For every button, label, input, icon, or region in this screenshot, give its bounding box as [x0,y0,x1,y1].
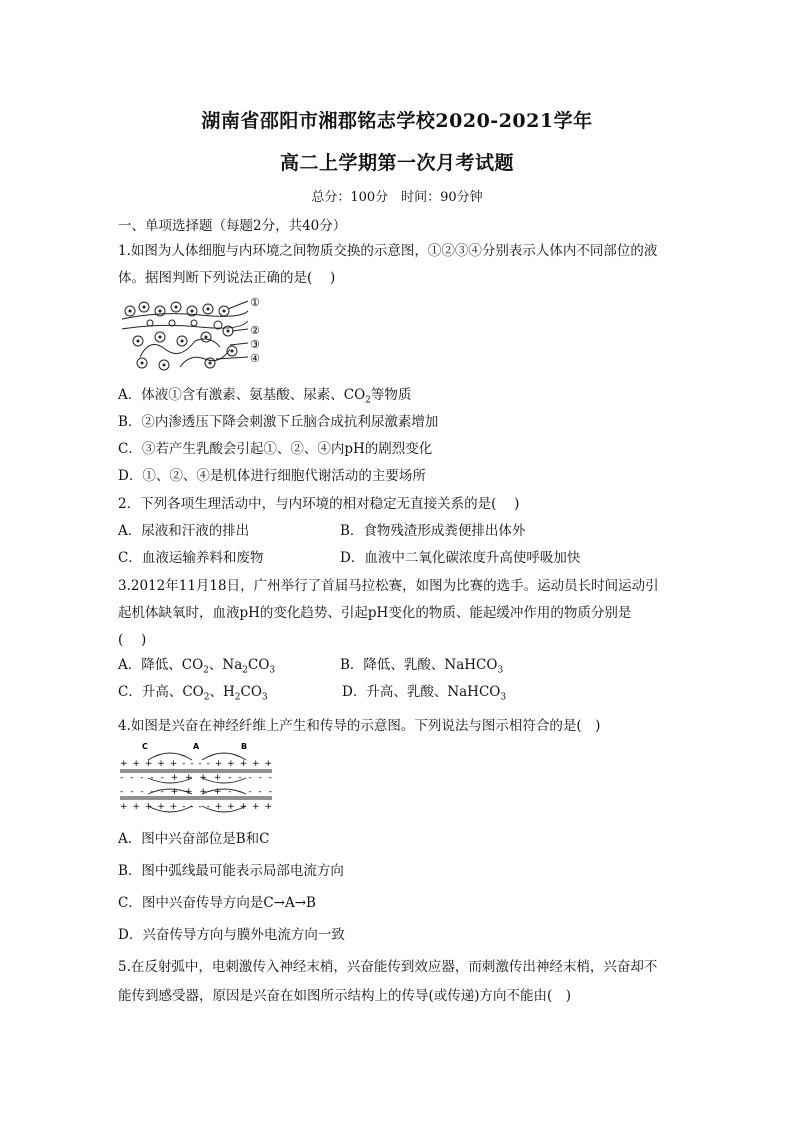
q3-stem-line1: 3.2012年11月18日，广州举行了首届马拉松赛，如图为比赛的选手。运动员长时间运动引 [118,578,659,594]
q5-stem-line2: 能传到感受器，原因是兴奋在如图所示结构上的传导(或传递)方向不能由( ) [118,988,572,1004]
score-time: 总分：100分 时间：90分钟 [311,190,483,205]
section-heading: 一、单项选择题（每题2分，共40分） [118,218,347,234]
q4-membrane-bot-inner: - - - - - + + + + - - - - - [120,787,272,797]
q4-option-b: B．图中弧线最可能表示局部电流方向 [118,863,344,879]
q3-option-c: C．升高、$CO_2$、$H_2CO_3$ [118,684,268,703]
q1-stem-line2: 体。据图判断下列说法正确的是( ) [118,270,336,286]
q4-stem: 4.如图是兴奋在神经纤维上产生和传导的示意图。下列说法与图示相符合的是( ) [118,718,601,734]
q2-stem: 2．下列各项生理活动中，与内环境的相对稳定无直接关系的是( ) [118,496,520,512]
q1-label-2: ② [250,324,260,337]
q4-membrane-top-outer: + + + + + - - - - + + + + + [120,759,272,769]
q4-option-d: D．兴奋传导方向与膜外电流方向一致 [118,927,345,943]
q3-stem-line2: 起机体缺氧时，血液pH的变化趋势、引起pH变化的物质、能起缓冲作用的物质分别是 [118,605,632,621]
q3-option-d: D．升高、乳酸、NaHCO$_3$ [342,684,507,703]
q4-label-b: B [241,742,248,751]
q4-membrane-top-inner: - - - - - + + + + - - - - - [120,773,272,783]
q4-option-a: A．图中兴奋部位是B和C [118,831,270,847]
q4-label-c: C [142,742,148,751]
q1-option-a: A．体液①含有激素、氨基酸、尿素、$CO_2$等物质 [118,387,412,406]
q5-stem-line1: 5.在反射弧中，电刺激传入神经末梢，兴奋能传到效应器，而刺激传出神经末梢，兴奋却不 [118,959,658,975]
q4-label-a: A [193,742,200,751]
q1-label-3: ③ [250,338,260,351]
q1-stem-line1: 1.如图为人体细胞与内环境之间物质交换的示意图，①②③④分别表示人体内不同部位的液 [118,243,658,259]
q1-option-d: D．①、②、④是机体进行细胞代谢活动的主要场所 [118,468,426,484]
q4-option-c: C．图中兴奋传导方向是C→A→B [118,895,316,911]
q3-option-b: B．降低、乳酸、NaHCO$_3$ [340,657,504,676]
q3-stem-line3: ( ) [118,632,147,648]
q2-option-b: B．食物残渣形成粪便排出体外 [340,523,526,539]
q3-option-a: A．降低、$CO_2$、$Na_2CO_3$ [118,657,276,676]
q1-option-b: B．②内渗透压下降会刺激下丘脑合成抗利尿激素增加 [118,414,439,430]
title-line1: 湖南省邵阳市湘郡铭志学校2020-2021学年 [201,110,593,132]
q2-option-d: D．血液中二氧化碳浓度升高使呼吸加快 [340,550,581,566]
q4-nerve-diagram [118,740,274,816]
title-line2: 高二上学期第一次月考试题 [279,152,514,174]
q1-cell-diagram [120,297,270,375]
q2-option-a: A．尿液和汗液的排出 [118,523,250,539]
q2-option-c: C．血液运输养料和废物 [118,550,264,566]
q1-label-1: ① [250,297,260,309]
q4-membrane-bot-outer: + + + + + - - - - + + + + + [120,802,272,812]
q1-label-4: ④ [250,352,260,365]
q1-option-c: C．③若产生乳酸会引起①、②、④内pH的剧烈变化 [118,441,433,457]
